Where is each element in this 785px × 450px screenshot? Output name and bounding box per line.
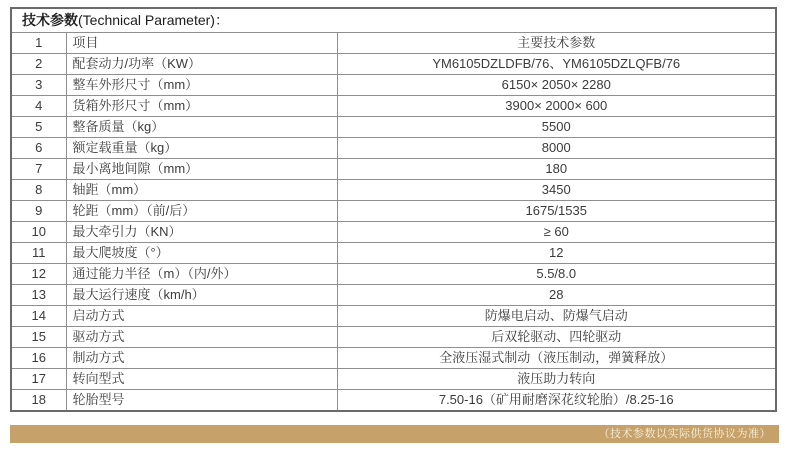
item-value: 1675/1535 <box>337 201 775 222</box>
row-number: 7 <box>12 159 66 180</box>
row-number: 18 <box>12 390 66 411</box>
row-number: 8 <box>12 180 66 201</box>
table-row <box>12 33 775 54</box>
row-number: 12 <box>12 264 66 285</box>
table-row <box>12 180 775 201</box>
item-value: 8000 <box>337 138 775 159</box>
row-number: 13 <box>12 285 66 306</box>
table-title <box>12 9 775 33</box>
table-row <box>12 54 775 75</box>
item-name: 最大运行速度（km/h） <box>66 285 337 306</box>
table-title-en: (Technical Parameter)： <box>78 12 229 28</box>
item-name: 最大爬坡度（°） <box>66 243 337 264</box>
table-row <box>12 369 775 390</box>
row-number: 17 <box>12 369 66 390</box>
item-name: 启动方式 <box>66 306 337 327</box>
table-row <box>12 159 775 180</box>
spec-table-container <box>10 7 777 412</box>
row-number: 3 <box>12 75 66 96</box>
footer-note-bar <box>10 425 779 443</box>
item-name: 制动方式 <box>66 348 337 369</box>
item-name: 整备质量（kg） <box>66 117 337 138</box>
item-value: 3450 <box>337 180 775 201</box>
table-row <box>12 222 775 243</box>
row-number: 14 <box>12 306 66 327</box>
table-row <box>12 348 775 369</box>
item-name: 最小离地间隙（mm） <box>66 159 337 180</box>
item-name: 驱动方式 <box>66 327 337 348</box>
item-name: 通过能力半径（m）（内/外） <box>66 264 337 285</box>
row-number: 9 <box>12 201 66 222</box>
item-value: 全液压湿式制动（液压制动，弹簧释放） <box>337 348 775 369</box>
table-row <box>12 285 775 306</box>
table-row <box>12 201 775 222</box>
item-name: 最大牵引力（KN） <box>66 222 337 243</box>
item-value: 3900× 2000× 600 <box>337 96 775 117</box>
item-value: 6150× 2050× 2280 <box>337 75 775 96</box>
item-value: ≥ 60 <box>337 222 775 243</box>
item-value: 180 <box>337 159 775 180</box>
spec-table-body <box>12 33 775 410</box>
row-number: 2 <box>12 54 66 75</box>
item-value: 5500 <box>337 117 775 138</box>
table-row <box>12 306 775 327</box>
row-number: 11 <box>12 243 66 264</box>
row-number: 6 <box>12 138 66 159</box>
spec-table <box>12 33 775 410</box>
table-row <box>12 243 775 264</box>
item-name: 配套动力/功率（KW） <box>66 54 337 75</box>
item-name: 整车外形尺寸（mm） <box>66 75 337 96</box>
item-name: 轮距（mm）（前/后） <box>66 201 337 222</box>
table-row <box>12 117 775 138</box>
item-name: 轴距（mm） <box>66 180 337 201</box>
item-value: 28 <box>337 285 775 306</box>
table-row <box>12 96 775 117</box>
item-value: 12 <box>337 243 775 264</box>
item-value: 防爆电启动、防爆气启动 <box>337 306 775 327</box>
item-name: 货箱外形尺寸（mm） <box>66 96 337 117</box>
item-value: 液压助力转向 <box>337 369 775 390</box>
row-number: 10 <box>12 222 66 243</box>
footer-note: （技术参数以实际供货协议为准） <box>598 428 771 440</box>
item-value: 主要技术参数 <box>337 33 775 54</box>
row-number: 16 <box>12 348 66 369</box>
item-name: 额定载重量（kg） <box>66 138 337 159</box>
item-name: 轮胎型号 <box>66 390 337 411</box>
table-row <box>12 390 775 411</box>
item-value: 后双轮驱动、四轮驱动 <box>337 327 775 348</box>
row-number: 5 <box>12 117 66 138</box>
table-title-zh: 技术参数 <box>22 12 78 28</box>
item-name: 项目 <box>66 33 337 54</box>
item-value: 7.50-16（矿用耐磨深花纹轮胎）/8.25-16 <box>337 390 775 411</box>
row-number: 1 <box>12 33 66 54</box>
table-row <box>12 327 775 348</box>
row-number: 4 <box>12 96 66 117</box>
table-row <box>12 264 775 285</box>
table-row <box>12 75 775 96</box>
item-name: 转向型式 <box>66 369 337 390</box>
item-value: 5.5/8.0 <box>337 264 775 285</box>
row-number: 15 <box>12 327 66 348</box>
table-row <box>12 138 775 159</box>
item-value: YM6105DZLDFB/76、YM6105DZLQFB/76 <box>337 54 775 75</box>
